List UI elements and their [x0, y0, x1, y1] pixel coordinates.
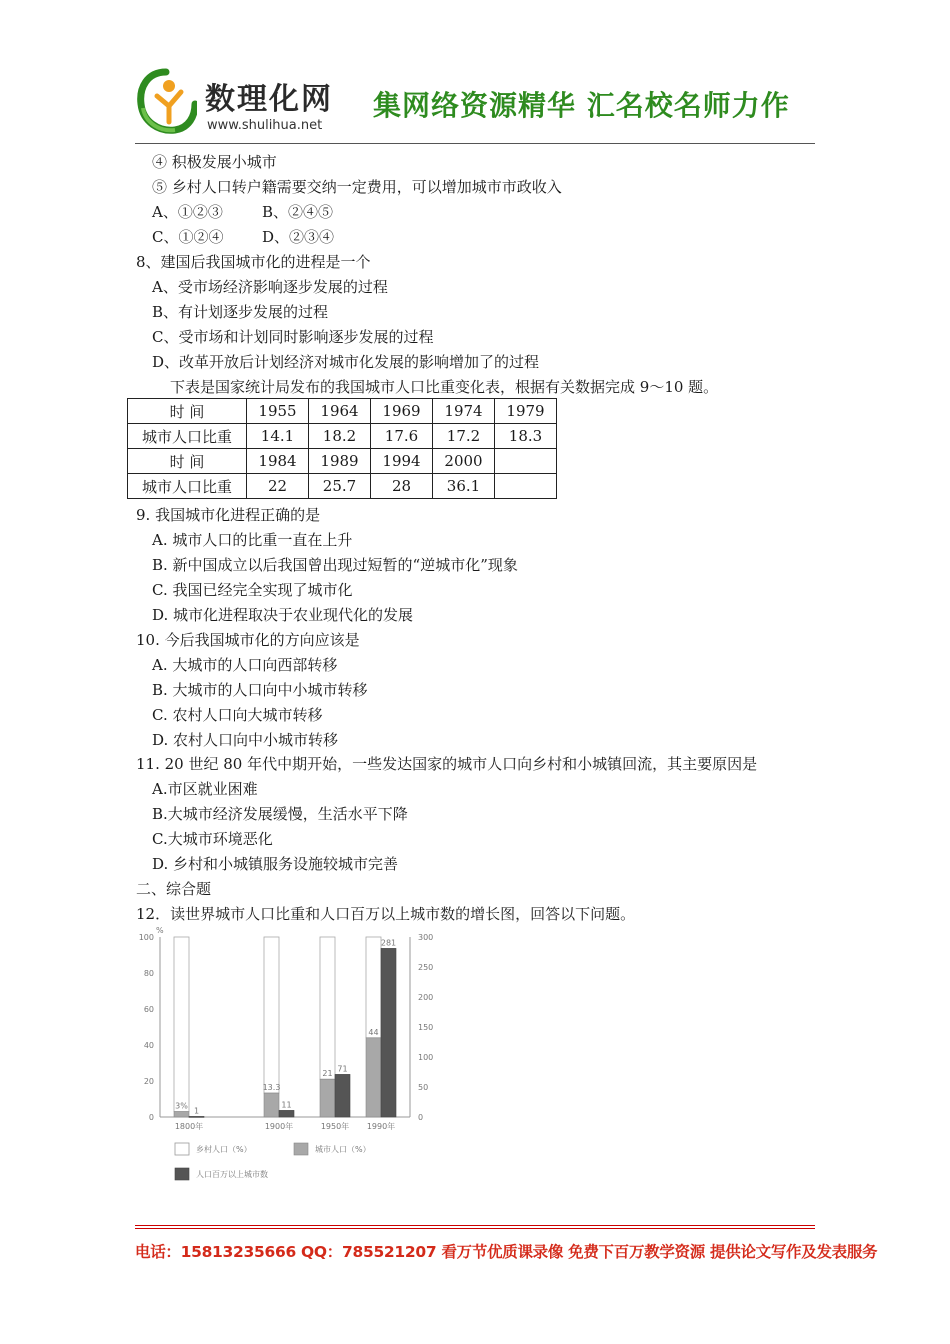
table-cell: 22 — [247, 474, 309, 499]
city-count-data-label: 71 — [337, 1064, 348, 1074]
urban-data-label: 13.3 — [262, 1083, 281, 1093]
rural-population-bar — [320, 937, 335, 1079]
q10-option-b: B. 大城市的人口向中小城市转移 — [152, 681, 368, 699]
million-city-count-bar — [279, 1110, 294, 1117]
answer-c: C、①②④ — [152, 228, 224, 246]
table-cell: 1969 — [371, 399, 433, 424]
left-tick-label: 100 — [138, 933, 154, 942]
urban-population-bar — [366, 1038, 381, 1117]
table-cell: 1984 — [247, 449, 309, 474]
table-cell: 36.1 — [433, 474, 495, 499]
left-tick-label: 40 — [143, 1041, 154, 1050]
q11-option-c: C.大城市环境恶化 — [152, 830, 273, 848]
q8-option-a: A、受市场经济影响逐步发展的过程 — [152, 278, 388, 296]
million-city-count-bar — [381, 948, 396, 1117]
question-8: 8、建国后我国城市化的进程是一个 — [136, 253, 371, 271]
footer-divider — [135, 1225, 815, 1226]
left-tick-label: 0 — [148, 1113, 154, 1122]
city-count-data-label: 281 — [380, 938, 397, 948]
x-tick-label: 1950年 — [320, 1122, 350, 1131]
q11-option-a: A.市区就业困难 — [152, 780, 258, 798]
table-cell: 14.1 — [247, 424, 309, 449]
table-cell: 1979 — [495, 399, 557, 424]
urban-data-label: 44 — [368, 1027, 379, 1037]
rural-population-bar — [264, 937, 279, 1093]
answer-b: B、②④⑤ — [262, 203, 334, 221]
q10-option-c: C. 农村人口向大城市转移 — [152, 706, 323, 724]
x-tick-label: 1990年 — [366, 1122, 396, 1131]
table-cell: 1974 — [433, 399, 495, 424]
brand-url: www.shulihua.net — [207, 118, 323, 133]
right-tick-label: 300 — [418, 933, 434, 942]
right-tick-label: 100 — [418, 1053, 434, 1062]
q11-option-b: B.大城市经济发展缓慢，生活水平下降 — [152, 805, 408, 823]
table-row — [128, 399, 557, 424]
section-2-heading: 二、综合题 — [136, 880, 212, 898]
answer-a: A、①②③ — [152, 203, 223, 221]
question-9: 9. 我国城市化进程正确的是 — [136, 506, 321, 524]
footer-divider — [135, 1228, 815, 1229]
header-divider — [135, 143, 815, 144]
legend-swatch-urban — [294, 1143, 308, 1155]
q8-option-b: B、有计划逐步发展的过程 — [152, 303, 329, 321]
question-12: 12．读世界城市人口比重和人口百万以上城市数的增长图，回答以下问题。 — [136, 905, 636, 923]
q9-option-c: C. 我国已经完全实现了城市化 — [152, 581, 353, 599]
q11-option-d: D. 乡村和小城镇服务设施较城市完善 — [152, 855, 399, 873]
right-tick-label: 200 — [418, 993, 434, 1002]
table-cell: 1964 — [309, 399, 371, 424]
million-city-count-bar — [189, 1116, 204, 1117]
legend-swatch-rural — [175, 1143, 189, 1155]
urban-population-bar — [174, 1112, 189, 1117]
urban-data-label: 3% — [175, 1101, 188, 1111]
table-cell — [495, 474, 557, 499]
urban-population-table — [127, 398, 557, 499]
answer-d: D、②③④ — [262, 228, 335, 246]
rural-population-bar — [174, 937, 189, 1112]
right-tick-label: 250 — [418, 963, 434, 972]
q8-option-c: C、受市场和计划同时影响逐步发展的过程 — [152, 328, 434, 346]
urban-population-bar — [264, 1093, 279, 1117]
right-tick-label: 50 — [418, 1083, 429, 1092]
q10-option-d: D. 农村人口向中小城市转移 — [152, 731, 339, 749]
table-cell: 17.2 — [433, 424, 495, 449]
q9-option-b: B. 新中国成立以后我国曾出现过短暂的“逆城市化”现象 — [152, 556, 518, 574]
table-cell: 2000 — [433, 449, 495, 474]
table-cell: 28 — [371, 474, 433, 499]
question-11: 11. 20 世纪 80 年代中期开始，一些发达国家的城市人口向乡村和小城镇回流，其主要原因是 — [136, 755, 758, 773]
table-cell: 1955 — [247, 399, 309, 424]
table-row — [128, 449, 557, 474]
rural-population-bar — [366, 937, 381, 1038]
option-line-4: ④ 积极发展小城市 — [152, 153, 277, 171]
legend-label-urban: 城市人口（%） — [315, 1145, 371, 1154]
table-cell: 17.6 — [371, 424, 433, 449]
x-tick-label: 1900年 — [264, 1122, 294, 1131]
right-tick-label: 0 — [418, 1113, 424, 1122]
table-intro: 下表是国家统计局发布的我国城市人口比重变化表，根据有关数据完成 9～10 题。 — [170, 378, 719, 396]
table-cell: 时 间 — [128, 399, 247, 424]
q9-option-d: D. 城市化进程取决于农业现代化的发展 — [152, 606, 414, 624]
q8-option-d: D、改革开放后计划经济对城市化发展的影响增加了的过程 — [152, 353, 540, 371]
x-tick-label: 1800年 — [174, 1122, 204, 1131]
table-cell: 18.2 — [309, 424, 371, 449]
left-axis-unit: % — [156, 926, 164, 935]
table-cell: 18.3 — [495, 424, 557, 449]
question-10: 10. 今后我国城市化的方向应该是 — [136, 631, 360, 649]
table-cell: 25.7 — [309, 474, 371, 499]
legend-label-rural: 乡村人口（%） — [196, 1145, 252, 1154]
table-row — [128, 474, 557, 499]
footer-contact: 电话：15813235666 QQ：785521207 看万节优质课录像 免费下百万教学资源 提供论文写作及发表服务 — [135, 1243, 878, 1261]
legend-label-cities: 人口百万以上城市数 — [196, 1170, 268, 1179]
table-cell — [495, 449, 557, 474]
urban-data-label: 21 — [322, 1069, 333, 1079]
left-tick-label: 80 — [143, 969, 154, 978]
logo-icon — [135, 66, 197, 136]
brand-name: 数理化网 — [205, 82, 333, 117]
legend-swatch-cities — [175, 1168, 189, 1180]
world-urbanization-chart — [130, 925, 450, 1190]
table-cell: 城市人口比重 — [128, 424, 247, 449]
q9-option-a: A. 城市人口的比重一直在上升 — [152, 531, 353, 549]
left-tick-label: 60 — [143, 1005, 154, 1014]
q10-option-a: A. 大城市的人口向西部转移 — [152, 656, 338, 674]
table-cell: 1989 — [309, 449, 371, 474]
city-count-data-label: 1 — [193, 1106, 200, 1116]
left-tick-label: 20 — [143, 1077, 154, 1086]
right-tick-label: 150 — [418, 1023, 434, 1032]
table-cell: 1994 — [371, 449, 433, 474]
header-slogan: 集网络资源精华 汇名校名师力作 — [373, 89, 790, 122]
urban-population-bar — [320, 1079, 335, 1117]
page-header — [135, 66, 815, 142]
table-cell: 时 间 — [128, 449, 247, 474]
option-line-5: ⑤ 乡村人口转户籍需要交纳一定费用，可以增加城市市政收入 — [152, 178, 562, 196]
table-row — [128, 424, 557, 449]
city-count-data-label: 11 — [281, 1100, 292, 1110]
table-cell: 城市人口比重 — [128, 474, 247, 499]
million-city-count-bar — [335, 1074, 350, 1117]
